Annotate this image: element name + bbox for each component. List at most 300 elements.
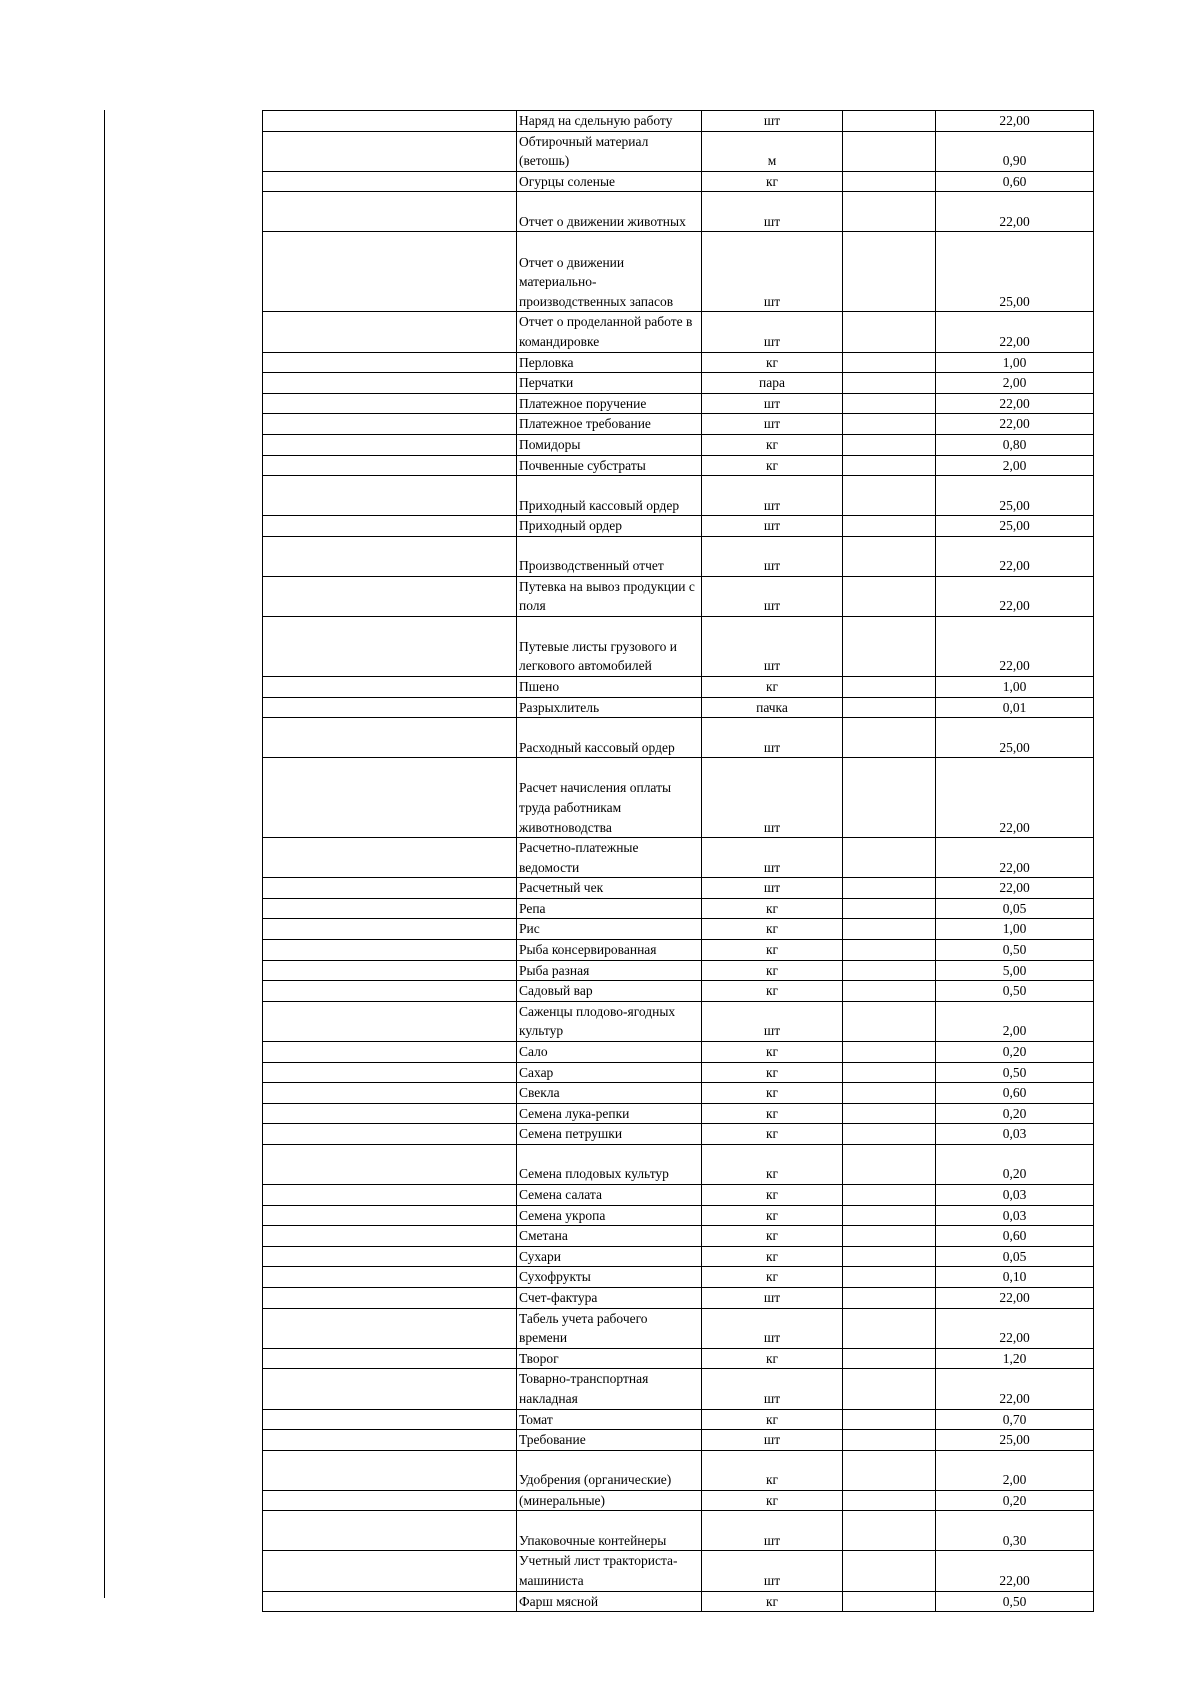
- empty-cell: [263, 919, 517, 940]
- blank-cell: [843, 1511, 936, 1551]
- item-name-cell: Табель учета рабочего времени: [517, 1308, 702, 1348]
- item-name-cell: Семена салата: [517, 1185, 702, 1206]
- table-row: [263, 616, 1094, 676]
- blank-cell: [843, 878, 936, 899]
- empty-cell: [263, 393, 517, 414]
- blank-cell: [843, 718, 936, 758]
- unit-cell: кг: [702, 1348, 843, 1369]
- item-name-cell: Почвенные субстраты: [517, 455, 702, 476]
- empty-cell: [263, 758, 517, 838]
- table-row: [263, 1083, 1094, 1104]
- unit-cell: кг: [702, 1409, 843, 1430]
- item-name-cell: Сухари: [517, 1246, 702, 1267]
- blank-cell: [843, 1145, 936, 1185]
- blank-cell: [843, 1267, 936, 1288]
- unit-cell: кг: [702, 898, 843, 919]
- quantity-cell: 22,00: [936, 536, 1094, 576]
- empty-cell: [263, 1308, 517, 1348]
- quantity-cell: 22,00: [936, 1369, 1094, 1409]
- empty-cell: [263, 1369, 517, 1409]
- table-row: [263, 536, 1094, 576]
- unit-cell: кг: [702, 434, 843, 455]
- blank-cell: [843, 1450, 936, 1490]
- table-row: [263, 1369, 1094, 1409]
- item-name-cell: Счет-фактура: [517, 1287, 702, 1308]
- empty-cell: [263, 1591, 517, 1612]
- unit-cell: кг: [702, 1124, 843, 1145]
- blank-cell: [843, 1205, 936, 1226]
- table-row: [263, 232, 1094, 312]
- empty-cell: [263, 373, 517, 394]
- blank-cell: [843, 1042, 936, 1063]
- empty-cell: [263, 1511, 517, 1551]
- item-name-cell: Производственный отчет: [517, 536, 702, 576]
- empty-cell: [263, 1083, 517, 1104]
- quantity-cell: 0,20: [936, 1042, 1094, 1063]
- blank-cell: [843, 1226, 936, 1247]
- empty-cell: [263, 1267, 517, 1288]
- quantity-cell: 0,05: [936, 1246, 1094, 1267]
- empty-cell: [263, 960, 517, 981]
- empty-cell: [263, 131, 517, 171]
- table-row: [263, 1490, 1094, 1511]
- item-name-cell: Саженцы плодово-ягодных культур: [517, 1001, 702, 1041]
- quantity-cell: 25,00: [936, 232, 1094, 312]
- item-name-cell: Путевка на вывоз продукции с поля: [517, 576, 702, 616]
- table-row: [263, 171, 1094, 192]
- blank-cell: [843, 536, 936, 576]
- blank-cell: [843, 960, 936, 981]
- blank-cell: [843, 352, 936, 373]
- unit-cell: кг: [702, 1450, 843, 1490]
- blank-cell: [843, 1490, 936, 1511]
- table-row: [263, 1409, 1094, 1430]
- empty-cell: [263, 838, 517, 878]
- unit-cell: шт: [702, 192, 843, 232]
- item-name-cell: Сало: [517, 1042, 702, 1063]
- empty-cell: [263, 1430, 517, 1451]
- empty-cell: [263, 434, 517, 455]
- item-name-cell: Товарно-транспортная накладная: [517, 1369, 702, 1409]
- blank-cell: [843, 516, 936, 537]
- unit-cell: шт: [702, 718, 843, 758]
- blank-cell: [843, 1185, 936, 1206]
- table-row: [263, 1124, 1094, 1145]
- empty-cell: [263, 476, 517, 516]
- blank-cell: [843, 312, 936, 352]
- empty-cell: [263, 1103, 517, 1124]
- blank-cell: [843, 1246, 936, 1267]
- quantity-cell: 5,00: [936, 960, 1094, 981]
- table-row: [263, 434, 1094, 455]
- empty-cell: [263, 576, 517, 616]
- unit-cell: шт: [702, 393, 843, 414]
- unit-cell: кг: [702, 1246, 843, 1267]
- quantity-cell: 1,00: [936, 676, 1094, 697]
- quantity-cell: 22,00: [936, 1308, 1094, 1348]
- table-row: [263, 758, 1094, 838]
- empty-cell: [263, 718, 517, 758]
- blank-cell: [843, 373, 936, 394]
- empty-cell: [263, 1246, 517, 1267]
- blank-cell: [843, 898, 936, 919]
- empty-cell: [263, 616, 517, 676]
- table-row: [263, 960, 1094, 981]
- item-name-cell: Приходный кассовый ордер: [517, 476, 702, 516]
- empty-cell: [263, 111, 517, 132]
- quantity-cell: 25,00: [936, 476, 1094, 516]
- empty-cell: [263, 1450, 517, 1490]
- quantity-cell: 0,03: [936, 1124, 1094, 1145]
- table-row: [263, 1246, 1094, 1267]
- quantity-cell: 0,03: [936, 1185, 1094, 1206]
- empty-cell: [263, 192, 517, 232]
- blank-cell: [843, 1348, 936, 1369]
- blank-cell: [843, 192, 936, 232]
- table-row: [263, 1205, 1094, 1226]
- empty-cell: [263, 1185, 517, 1206]
- unit-cell: кг: [702, 1042, 843, 1063]
- table-row: [263, 131, 1094, 171]
- table-row: [263, 1308, 1094, 1348]
- empty-cell: [263, 1226, 517, 1247]
- quantity-cell: 0,20: [936, 1103, 1094, 1124]
- quantity-cell: 22,00: [936, 111, 1094, 132]
- table-row: [263, 1551, 1094, 1591]
- empty-cell: [263, 1124, 517, 1145]
- item-name-cell: Требование: [517, 1430, 702, 1451]
- empty-cell: [263, 352, 517, 373]
- quantity-cell: 0,20: [936, 1490, 1094, 1511]
- quantity-cell: 0,60: [936, 171, 1094, 192]
- item-name-cell: Репа: [517, 898, 702, 919]
- item-name-cell: Рыба разная: [517, 960, 702, 981]
- empty-cell: [263, 232, 517, 312]
- unit-cell: кг: [702, 1145, 843, 1185]
- unit-cell: кг: [702, 455, 843, 476]
- unit-cell: кг: [702, 676, 843, 697]
- unit-cell: шт: [702, 414, 843, 435]
- quantity-cell: 1,00: [936, 919, 1094, 940]
- quantity-cell: 0,50: [936, 1591, 1094, 1612]
- blank-cell: [843, 838, 936, 878]
- quantity-cell: 22,00: [936, 616, 1094, 676]
- empty-cell: [263, 981, 517, 1002]
- table-row: [263, 312, 1094, 352]
- left-margin-rule: [104, 110, 105, 1598]
- quantity-cell: 22,00: [936, 1551, 1094, 1591]
- empty-cell: [263, 697, 517, 718]
- unit-cell: шт: [702, 516, 843, 537]
- table-row: [263, 1103, 1094, 1124]
- unit-cell: кг: [702, 960, 843, 981]
- unit-cell: кг: [702, 1062, 843, 1083]
- quantity-cell: 0,03: [936, 1205, 1094, 1226]
- table-row: [263, 192, 1094, 232]
- quantity-cell: 0,50: [936, 981, 1094, 1002]
- item-name-cell: Сухофрукты: [517, 1267, 702, 1288]
- item-name-cell: Творог: [517, 1348, 702, 1369]
- quantity-cell: 0,10: [936, 1267, 1094, 1288]
- table-row: [263, 838, 1094, 878]
- item-name-cell: Отчет о проделанной работе в командировке: [517, 312, 702, 352]
- quantity-cell: 22,00: [936, 192, 1094, 232]
- quantity-cell: 22,00: [936, 312, 1094, 352]
- unit-cell: шт: [702, 1369, 843, 1409]
- unit-cell: шт: [702, 758, 843, 838]
- table-row: [263, 576, 1094, 616]
- unit-cell: кг: [702, 1267, 843, 1288]
- empty-cell: [263, 516, 517, 537]
- item-name-cell: Наряд на сдельную работу: [517, 111, 702, 132]
- unit-cell: м: [702, 131, 843, 171]
- quantity-cell: 22,00: [936, 1287, 1094, 1308]
- unit-cell: кг: [702, 1185, 843, 1206]
- unit-cell: кг: [702, 981, 843, 1002]
- table-row: [263, 1450, 1094, 1490]
- table-row: [263, 878, 1094, 899]
- unit-cell: кг: [702, 1490, 843, 1511]
- table-row: [263, 697, 1094, 718]
- unit-cell: шт: [702, 1430, 843, 1451]
- quantity-cell: 0,05: [936, 898, 1094, 919]
- unit-cell: кг: [702, 352, 843, 373]
- table-row: [263, 1430, 1094, 1451]
- item-name-cell: Помидоры: [517, 434, 702, 455]
- unit-cell: кг: [702, 1103, 843, 1124]
- item-name-cell: Томат: [517, 1409, 702, 1430]
- item-name-cell: Путевые листы грузового и легкового автомобилей: [517, 616, 702, 676]
- blank-cell: [843, 232, 936, 312]
- blank-cell: [843, 697, 936, 718]
- quantity-cell: 22,00: [936, 576, 1094, 616]
- unit-cell: шт: [702, 1551, 843, 1591]
- unit-cell: шт: [702, 536, 843, 576]
- empty-cell: [263, 312, 517, 352]
- unit-cell: кг: [702, 1226, 843, 1247]
- quantity-cell: 2,00: [936, 1450, 1094, 1490]
- supplies-table: [262, 110, 1094, 1612]
- quantity-cell: 0,90: [936, 131, 1094, 171]
- table-row: [263, 455, 1094, 476]
- table-row: [263, 981, 1094, 1002]
- blank-cell: [843, 758, 936, 838]
- item-name-cell: Семена укропа: [517, 1205, 702, 1226]
- quantity-cell: 2,00: [936, 1001, 1094, 1041]
- empty-cell: [263, 1348, 517, 1369]
- blank-cell: [843, 1124, 936, 1145]
- unit-cell: шт: [702, 838, 843, 878]
- table-row: [263, 1145, 1094, 1185]
- unit-cell: кг: [702, 171, 843, 192]
- quantity-cell: 22,00: [936, 414, 1094, 435]
- blank-cell: [843, 1001, 936, 1041]
- blank-cell: [843, 1103, 936, 1124]
- table-row: [263, 352, 1094, 373]
- quantity-cell: 0,30: [936, 1511, 1094, 1551]
- quantity-cell: 1,00: [936, 352, 1094, 373]
- quantity-cell: 25,00: [936, 516, 1094, 537]
- quantity-cell: 0,80: [936, 434, 1094, 455]
- blank-cell: [843, 1409, 936, 1430]
- blank-cell: [843, 111, 936, 132]
- unit-cell: шт: [702, 1001, 843, 1041]
- blank-cell: [843, 1369, 936, 1409]
- blank-cell: [843, 476, 936, 516]
- quantity-cell: 0,50: [936, 940, 1094, 961]
- quantity-cell: 22,00: [936, 393, 1094, 414]
- empty-cell: [263, 414, 517, 435]
- unit-cell: шт: [702, 232, 843, 312]
- table-row: [263, 1226, 1094, 1247]
- table-row: [263, 516, 1094, 537]
- table-row: [263, 393, 1094, 414]
- empty-cell: [263, 455, 517, 476]
- quantity-cell: 25,00: [936, 1430, 1094, 1451]
- table-row: [263, 898, 1094, 919]
- unit-cell: кг: [702, 919, 843, 940]
- unit-cell: шт: [702, 576, 843, 616]
- table-row: [263, 373, 1094, 394]
- table-row: [263, 1267, 1094, 1288]
- quantity-cell: 0,60: [936, 1083, 1094, 1104]
- unit-cell: пара: [702, 373, 843, 394]
- blank-cell: [843, 414, 936, 435]
- blank-cell: [843, 981, 936, 1002]
- table-row: [263, 1348, 1094, 1369]
- empty-cell: [263, 1287, 517, 1308]
- unit-cell: шт: [702, 616, 843, 676]
- item-name-cell: Расходный кассовый ордер: [517, 718, 702, 758]
- blank-cell: [843, 131, 936, 171]
- item-name-cell: Перчатки: [517, 373, 702, 394]
- item-name-cell: Сметана: [517, 1226, 702, 1247]
- quantity-cell: 0,01: [936, 697, 1094, 718]
- quantity-cell: 25,00: [936, 718, 1094, 758]
- unit-cell: пачка: [702, 697, 843, 718]
- item-name-cell: Семена лука-репки: [517, 1103, 702, 1124]
- table-row: [263, 111, 1094, 132]
- item-name-cell: Сахар: [517, 1062, 702, 1083]
- empty-cell: [263, 898, 517, 919]
- item-name-cell: Отчет о движении животных: [517, 192, 702, 232]
- item-name-cell: Платежное поручение: [517, 393, 702, 414]
- empty-cell: [263, 878, 517, 899]
- unit-cell: шт: [702, 1511, 843, 1551]
- table-row: [263, 1287, 1094, 1308]
- empty-cell: [263, 171, 517, 192]
- quantity-cell: 22,00: [936, 878, 1094, 899]
- table-row: [263, 1001, 1094, 1041]
- item-name-cell: Пшено: [517, 676, 702, 697]
- item-name-cell: Расчет начисления оплаты труда работникам животноводства: [517, 758, 702, 838]
- unit-cell: кг: [702, 1591, 843, 1612]
- item-name-cell: Приходный ордер: [517, 516, 702, 537]
- item-name-cell: Отчет о движении материально-производственных запасов: [517, 232, 702, 312]
- item-name-cell: Обтирочный материал (ветошь): [517, 131, 702, 171]
- blank-cell: [843, 455, 936, 476]
- empty-cell: [263, 1551, 517, 1591]
- item-name-cell: Разрыхлитель: [517, 697, 702, 718]
- empty-cell: [263, 1062, 517, 1083]
- quantity-cell: 0,20: [936, 1145, 1094, 1185]
- unit-cell: шт: [702, 878, 843, 899]
- empty-cell: [263, 1001, 517, 1041]
- table-row: [263, 1185, 1094, 1206]
- item-name-cell: Учетный лист тракториста-машиниста: [517, 1551, 702, 1591]
- item-name-cell: Семена петрушки: [517, 1124, 702, 1145]
- blank-cell: [843, 1430, 936, 1451]
- item-name-cell: Упаковочные контейнеры: [517, 1511, 702, 1551]
- empty-cell: [263, 1409, 517, 1430]
- empty-cell: [263, 676, 517, 697]
- blank-cell: [843, 576, 936, 616]
- item-name-cell: Огурцы соленые: [517, 171, 702, 192]
- table-row: [263, 718, 1094, 758]
- item-name-cell: Рыба консервированная: [517, 940, 702, 961]
- unit-cell: кг: [702, 940, 843, 961]
- quantity-cell: 0,50: [936, 1062, 1094, 1083]
- empty-cell: [263, 940, 517, 961]
- unit-cell: шт: [702, 476, 843, 516]
- blank-cell: [843, 1308, 936, 1348]
- item-name-cell: Фарш мясной: [517, 1591, 702, 1612]
- supplies-table-body: [263, 111, 1094, 1612]
- empty-cell: [263, 1490, 517, 1511]
- blank-cell: [843, 1083, 936, 1104]
- unit-cell: кг: [702, 1205, 843, 1226]
- item-name-cell: Свекла: [517, 1083, 702, 1104]
- empty-cell: [263, 1145, 517, 1185]
- item-name-cell: Платежное требование: [517, 414, 702, 435]
- table-row: [263, 1591, 1094, 1612]
- empty-cell: [263, 536, 517, 576]
- blank-cell: [843, 434, 936, 455]
- quantity-cell: 2,00: [936, 455, 1094, 476]
- blank-cell: [843, 616, 936, 676]
- quantity-cell: 0,70: [936, 1409, 1094, 1430]
- empty-cell: [263, 1205, 517, 1226]
- item-name-cell: Садовый вар: [517, 981, 702, 1002]
- unit-cell: шт: [702, 1287, 843, 1308]
- table-row: [263, 1042, 1094, 1063]
- unit-cell: шт: [702, 111, 843, 132]
- item-name-cell: Семена плодовых культур: [517, 1145, 702, 1185]
- quantity-cell: 22,00: [936, 758, 1094, 838]
- table-row: [263, 676, 1094, 697]
- quantity-cell: 0,60: [936, 1226, 1094, 1247]
- table-row: [263, 414, 1094, 435]
- table-row: [263, 1511, 1094, 1551]
- unit-cell: шт: [702, 312, 843, 352]
- table-row: [263, 919, 1094, 940]
- blank-cell: [843, 676, 936, 697]
- item-name-cell: Удобрения (органические): [517, 1450, 702, 1490]
- blank-cell: [843, 919, 936, 940]
- quantity-cell: 2,00: [936, 373, 1094, 394]
- quantity-cell: 22,00: [936, 838, 1094, 878]
- item-name-cell: Расчетный чек: [517, 878, 702, 899]
- blank-cell: [843, 393, 936, 414]
- table-row: [263, 940, 1094, 961]
- blank-cell: [843, 1287, 936, 1308]
- item-name-cell: Расчетно-платежные ведомости: [517, 838, 702, 878]
- unit-cell: шт: [702, 1308, 843, 1348]
- item-name-cell: Перловка: [517, 352, 702, 373]
- empty-cell: [263, 1042, 517, 1063]
- blank-cell: [843, 1551, 936, 1591]
- blank-cell: [843, 940, 936, 961]
